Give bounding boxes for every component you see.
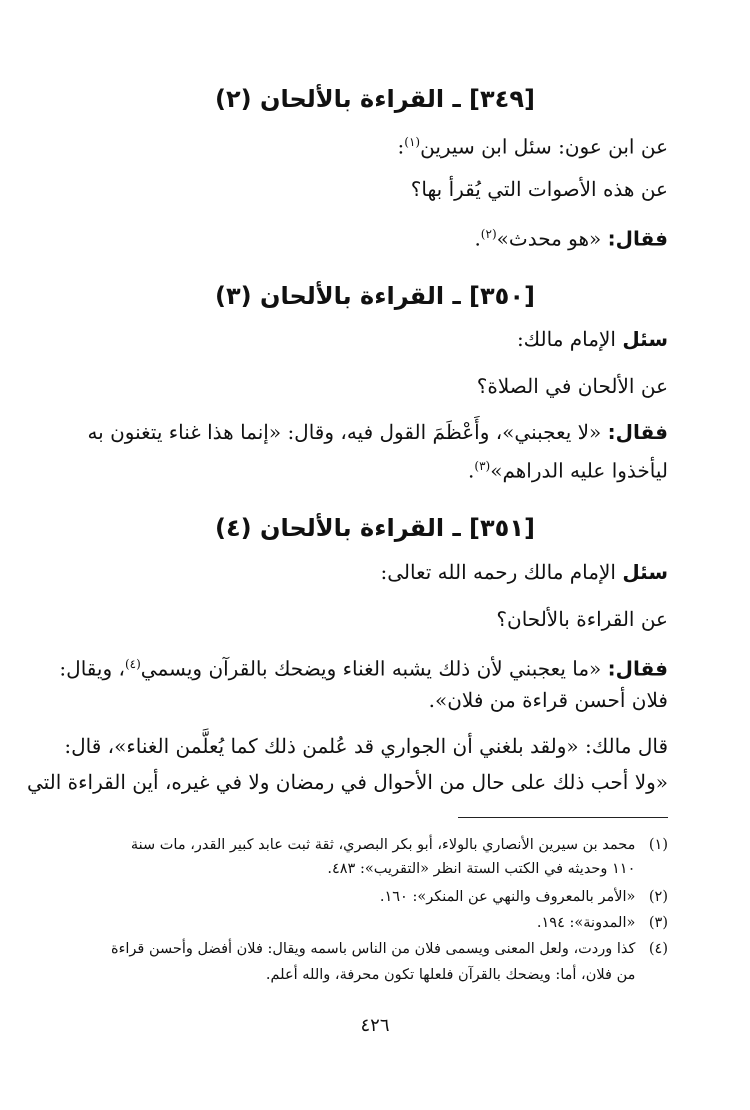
footnote-2: [68, 886, 668, 908]
line-lead: سئل: [622, 327, 668, 351]
line-text: عن هذه الأصوات التي يُقرأ بها؟: [410, 177, 668, 201]
footnote-number: (٤): [648, 941, 668, 957]
section-heading-349: [٣٤٩] ـ القراءة بالألحان (٢): [215, 85, 535, 113]
section-heading-351: [٣٥١] ـ القراءة بالألحان (٤): [215, 514, 535, 542]
line-tail: ، ويقال:: [59, 656, 125, 681]
line-text: عن الألحان في الصلاة؟: [476, 374, 668, 398]
line-text: فلان أحسن قراءة من فلان».: [428, 688, 668, 712]
section-heading-350: [٣٥٠] ـ القراءة بالألحان (٣): [215, 282, 535, 310]
line-text: «لا يعجبني»، وأَعْظَمَ القول فيه، وقال: «إنما هذا غناء يتغنون به: [87, 420, 608, 444]
line-text: «ما يعجبني لأن ذلك يشبه الغناء ويضحك بالقرآن ويسمي: [140, 656, 608, 681]
line-text: «هو محدث»: [496, 226, 608, 251]
line-lead: فقال:: [607, 420, 668, 444]
footnote-text: «الأمر بالمعروف والنهي عن المنكر»: ١٦٠.: [379, 889, 636, 905]
text-line: [68, 605, 668, 633]
footnote-text: «المدونة»: ١٩٤.: [536, 915, 636, 931]
text-line: [68, 325, 668, 353]
text-line: [68, 175, 668, 203]
footnote-text: ١١٠ وحديثه في الكتب الستة انظر «التقريب»: ٤٨٣.: [327, 861, 636, 877]
line-text: «ولا أحب ذلك على حال من الأحوال في رمضان ولا في غيره، أين القراءة التي: [26, 770, 668, 794]
text-line: [26, 768, 668, 796]
footnote-number: (١): [648, 837, 668, 853]
line-text: الإمام مالك رحمه الله تعالى:: [380, 560, 623, 584]
text-line: [68, 372, 668, 400]
text-line: [68, 128, 668, 161]
line-lead: سئل: [622, 560, 668, 584]
text-line: [68, 686, 668, 714]
line-text: عن ابن عون: سئل ابن سيرين: [420, 134, 668, 159]
text-line: [68, 452, 668, 485]
line-text: ليأخذوا عليه الدراهم»: [490, 458, 668, 483]
line-text: عن القراءة بالألحان؟: [496, 607, 668, 631]
footnote-divider: [458, 817, 668, 818]
footnote-1-cont: [68, 858, 668, 880]
footnote-3: [68, 912, 668, 934]
line-lead: فقال:: [607, 656, 668, 681]
footnote-1: [68, 834, 668, 856]
footnote-text: من فلان، أما: ويضحك بالقرآن فلعلها تكون محرفة، والله أعلم.: [265, 967, 636, 983]
line-lead: فقال:: [607, 226, 668, 251]
text-line: [59, 650, 668, 683]
footnote-4: [68, 938, 668, 960]
footnote-ref: (٤): [124, 657, 141, 671]
line-text: قال مالك: «ولقد بلغني أن الجواري قد عُلمن ذلك كما يُعلَّمن الغناء»، قال:: [64, 734, 668, 758]
line-tail: :: [397, 134, 405, 159]
footnote-number: (٢): [648, 889, 668, 905]
footnote-ref: (٢): [480, 227, 497, 241]
footnote-number: (٣): [648, 915, 668, 931]
footnote-4-cont: [68, 964, 668, 986]
page-number: ٤٢٦: [360, 1015, 390, 1036]
text-line: [68, 418, 668, 446]
text-line: [68, 558, 668, 586]
line-tail: .: [474, 226, 481, 251]
text-line: [64, 732, 668, 760]
footnote-ref: (١): [404, 135, 421, 149]
footnote-text: محمد بن سيرين الأنصاري بالولاء، أبو بكر البصري، ثقة ثبت عابد كبير القدر، مات سنة: [130, 837, 636, 853]
text-line: [68, 220, 668, 253]
line-text: الإمام مالك:: [516, 327, 623, 351]
line-tail: .: [468, 458, 475, 483]
footnote-ref: (٣): [474, 459, 491, 473]
footnote-text: كذا وردت، ولعل المعنى ويسمى فلان من الناس باسمه ويقال: فلان أفضل وأحسن قراءة: [110, 941, 636, 957]
